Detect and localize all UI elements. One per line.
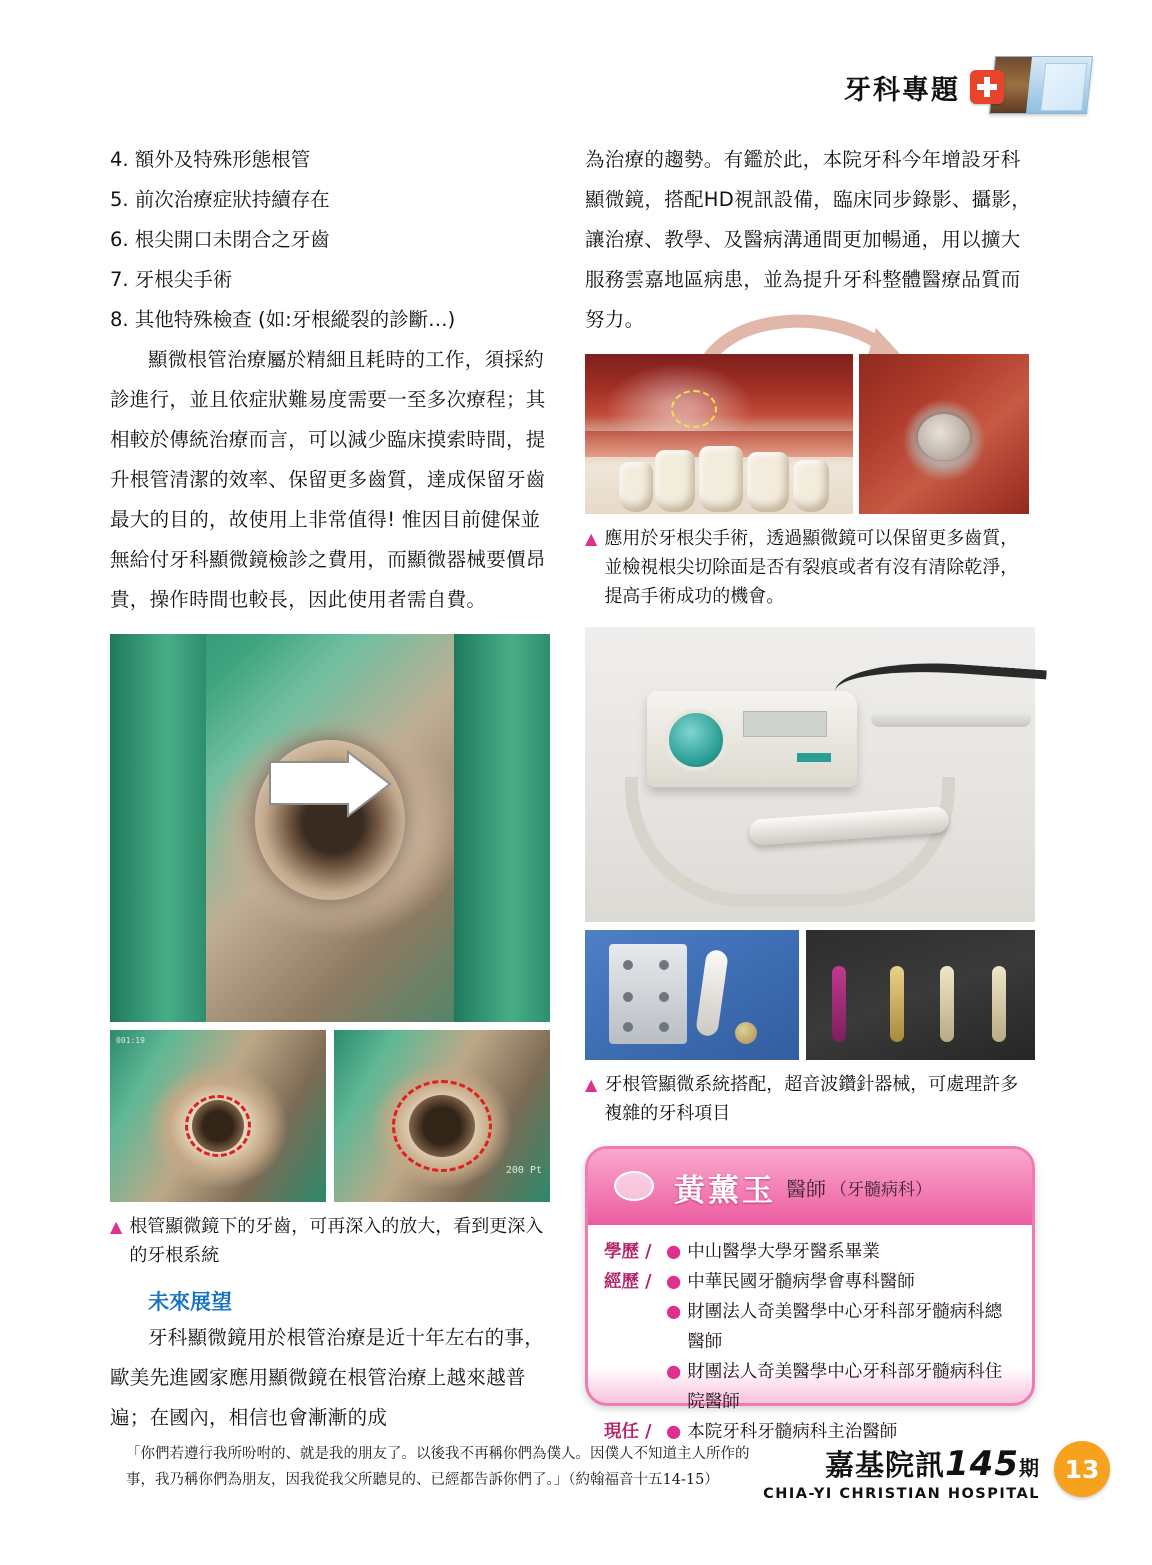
- bullet-icon: ●: [666, 1422, 682, 1442]
- credential-label: 經歷 /: [604, 1272, 652, 1292]
- triangle-bullet-icon: ▲: [585, 529, 598, 548]
- tooth: [655, 450, 695, 512]
- image-stamp: 001:19: [116, 1036, 145, 1045]
- medical-cross-icon: [970, 70, 1004, 104]
- credential-text: 中華民國牙髓病學會專科醫師: [687, 1272, 915, 1292]
- triangle-bullet-icon: ▲: [585, 1075, 598, 1094]
- dental-topic-icon: [970, 56, 1090, 118]
- ultrasonic-tip: [992, 966, 1006, 1042]
- doctor-credentials: [588, 1225, 1032, 1457]
- instrument-photos: [585, 930, 1035, 1060]
- list-item: 4. 額外及特殊形態根管: [110, 148, 311, 171]
- magnified-photo-left: [110, 1030, 326, 1202]
- credential-text: 本院牙科牙髓病科主治醫師: [687, 1422, 898, 1442]
- ultrasonic-tip: [890, 966, 904, 1042]
- triangle-bullet-icon: ▲: [110, 1217, 123, 1236]
- instrument-handle: [695, 949, 729, 1037]
- subheading-future-outlook: 未來展望: [148, 1290, 232, 1314]
- issue-number: 145: [945, 1444, 1019, 1484]
- credential-text: 中山醫學大學牙醫系畢業: [687, 1242, 880, 1262]
- numbered-list: [110, 140, 550, 340]
- card-hole-decoration: [614, 1171, 654, 1201]
- credential-row: [604, 1357, 1014, 1417]
- apicoectomy-photo-group: [585, 354, 1035, 514]
- tooth: [619, 462, 653, 512]
- credential-text: 財團法人奇美醫學中心牙科部牙髓病科住院醫師: [687, 1362, 1003, 1412]
- ultrasonic-tip: [940, 966, 954, 1042]
- left-photo-caption: [110, 1212, 550, 1270]
- credential-text: 財團法人奇美醫學中心牙科部牙髓病科總醫師: [687, 1302, 1003, 1352]
- right-column: [585, 140, 1035, 1442]
- tooth: [747, 452, 789, 512]
- credential-row: [604, 1297, 1014, 1357]
- surgical-site-photo: [585, 354, 853, 514]
- root-canal-microscope-photo: [110, 634, 550, 1022]
- list-item: 8. 其他特殊檢查 (如:牙根縱裂的診斷…): [110, 308, 456, 331]
- doctor-specialty: （牙髓病科）: [830, 1179, 932, 1200]
- brand-name-cn: 嘉基院訊: [825, 1448, 946, 1482]
- device-attachment: [871, 711, 1031, 727]
- control-dial: [665, 709, 727, 771]
- bullet-icon: ●: [666, 1272, 682, 1292]
- doctor-card-header: [588, 1149, 1032, 1225]
- credential-row: [604, 1237, 1014, 1267]
- list-item: 7. 牙根尖手術: [110, 268, 233, 291]
- list-item: 5. 前次治療症狀持續存在: [110, 188, 330, 211]
- root-end-magnified-photo: [859, 354, 1029, 514]
- bullet-icon: ●: [666, 1362, 682, 1382]
- caption-text: 牙根管顯微系統搭配，超音波鑽針器械，可處理許多複雜的牙科項目: [604, 1074, 1019, 1124]
- doctor-profile-card: [585, 1146, 1035, 1442]
- credential-label: 現任 /: [604, 1422, 652, 1442]
- page-footer: [0, 1435, 1152, 1525]
- tooth: [793, 460, 829, 512]
- right-caption-2: [585, 1070, 1035, 1128]
- tooth: [699, 446, 743, 512]
- magnified-photo-right: [334, 1030, 550, 1202]
- metal-disc: [735, 1022, 757, 1044]
- page-header: [844, 56, 1090, 118]
- verse-line: 「你們若遵行我所吩咐的、就是我的朋友了。以後我不再稱你們為僕人。因僕人不知道主人所作的: [126, 1446, 750, 1462]
- left-column: [110, 140, 550, 1438]
- ultrasonic-tip: [832, 966, 846, 1042]
- red-dashed-marker: [185, 1095, 251, 1157]
- bullet-icon: ●: [666, 1302, 682, 1322]
- right-caption-1: [585, 524, 1035, 611]
- magnified-photo-pair: [110, 1030, 550, 1202]
- left-paragraph-2: 牙科顯微鏡用於根管治療是近十年左右的事，歐美先進國家應用顯微鏡在根管治療上越來越普遍；在國內，相信也會漸漸的成: [110, 1326, 545, 1429]
- rubber-dam-right: [454, 634, 550, 1022]
- doctor-title: 醫師: [786, 1176, 826, 1201]
- highlight-ring: [671, 390, 717, 428]
- ultrasonic-device-photo: [585, 627, 1035, 922]
- list-item: 6. 根尖開口未閉合之牙齒: [110, 228, 330, 251]
- bullet-icon: ●: [666, 1242, 682, 1262]
- credential-row: [604, 1267, 1014, 1297]
- caption-text: 根管顯微鏡下的牙齒，可再深入的放大，看到更深入的牙根系統: [129, 1216, 544, 1266]
- page-number-badge: 13: [1054, 1441, 1110, 1497]
- device-display: [743, 711, 827, 737]
- issue-unit: 期: [1019, 1456, 1040, 1480]
- brand-name-row: [763, 1443, 1040, 1484]
- ultrasonic-tips-photo: [806, 930, 1035, 1060]
- brand-name-en: CHIA-YI CHRISTIAN HOSPITAL: [763, 1486, 1040, 1502]
- doctor-name: 黃薰玉: [674, 1172, 776, 1209]
- bible-verse: [126, 1441, 846, 1493]
- device-indicator: [797, 753, 831, 762]
- credential-label: 學歷 /: [604, 1242, 652, 1262]
- red-dashed-marker: [392, 1080, 492, 1172]
- right-paragraph-1: 為治療的趨勢。有鑑於此，本院牙科今年增設牙科顯微鏡，搭配HD視訊設備，臨床同步錄影、攝影，讓治療、教學、及醫病溝通間更加暢通，用以擴大服務雲嘉地區病患，並為提升牙科整體醫療品質而努力。: [585, 148, 1032, 331]
- control-unit: [647, 691, 857, 787]
- instrument-tray-photo: [585, 930, 799, 1060]
- pointer-arrow-icon: [270, 752, 420, 842]
- left-paragraph-1: 顯微根管治療屬於精細且耗時的工作，須採約診進行，並且依症狀難易度需要一至多次療程；其相較於傳統治療而言，可以減少臨床摸索時間，提升根管清潔的效率、保留更多齒質，達成保留牙齒最大的目的，故使用上非常值得! 惟因目前健保並無給付牙科顯微鏡檢診之費用，而顯微器械要價昂貴，操作時間也較長，因此使用者需自費。: [110, 348, 546, 611]
- caption-text: 應用於牙根尖手術，透過顯微鏡可以保留更多齒質，並檢視根尖切除面是否有裂痕或者有沒有清除乾淨，提高手術成功的機會。: [604, 528, 1019, 607]
- verse-line: 事，我乃稱你們為朋友，因我從我父所聽見的、已經都告訴你們了。」（約翰福音十五14-15）: [126, 1472, 719, 1488]
- image-stamp: 200 Pt: [505, 1165, 542, 1176]
- rubber-dam-left: [110, 634, 206, 1022]
- book-icon: [989, 56, 1093, 114]
- publication-brand: [763, 1443, 1040, 1502]
- header-title: 牙科專題: [844, 74, 960, 106]
- metal-plate: [609, 944, 687, 1044]
